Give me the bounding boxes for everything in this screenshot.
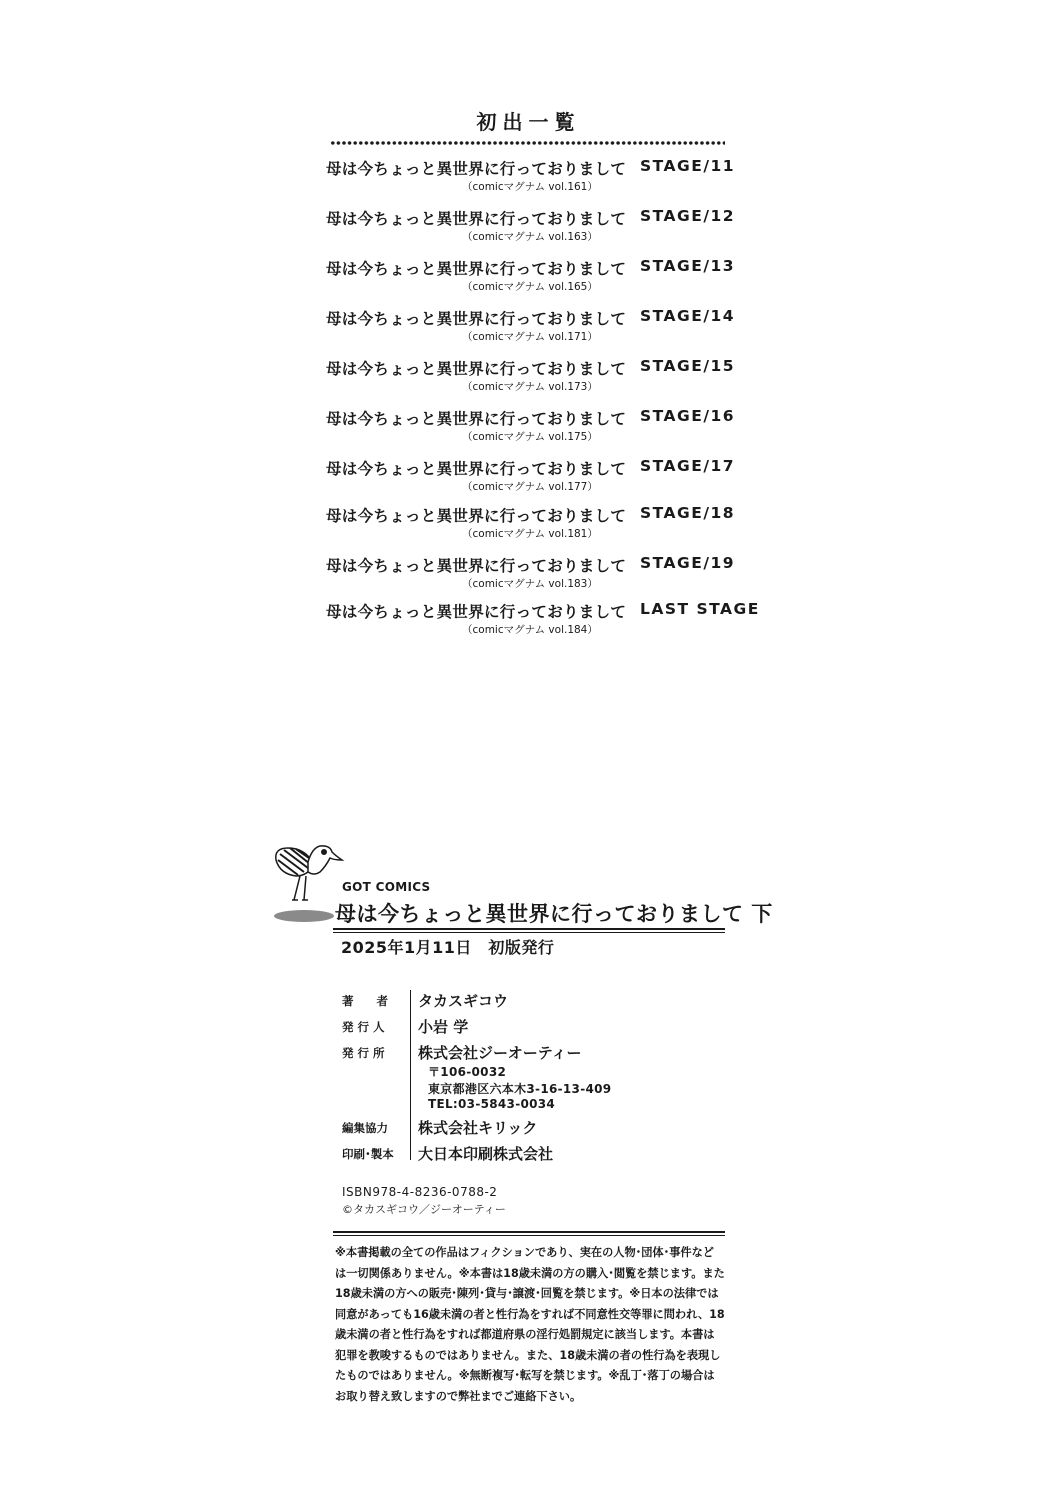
divider (333, 932, 725, 933)
publisher-person-value: 小岩 学 (418, 1018, 469, 1036)
entry-source: （comicマグナム vol.173） (462, 381, 598, 393)
entry-stage: STAGE/16 (640, 407, 736, 425)
entry-title: 母は今ちょっと異世界に行っておりまして (326, 260, 627, 278)
list-item (0, 207, 1057, 253)
list-item (0, 357, 1057, 403)
entry-title: 母は今ちょっと異世界に行っておりまして (326, 410, 627, 428)
publisher-label: 発 行 所 (342, 1046, 385, 1060)
entry-stage: STAGE/14 (640, 307, 736, 325)
entry-title: 母は今ちょっと異世界に行っておりまして (326, 360, 627, 378)
entry-stage: STAGE/11 (640, 157, 736, 175)
entry-title: 母は今ちょっと異世界に行っておりまして (326, 310, 627, 328)
entry-title: 母は今ちょっと異世界に行っておりまして (326, 160, 627, 178)
list-item (0, 257, 1057, 303)
telephone: TEL:03-5843-0034 (428, 1097, 556, 1111)
copyright: ©タカスギコウ／ジーオーティー (342, 1203, 506, 1216)
printer-value: 大日本印刷株式会社 (418, 1145, 554, 1163)
entry-stage: STAGE/18 (640, 504, 736, 522)
author-value: タカスギコウ (418, 992, 509, 1010)
entry-source: （comicマグナム vol.165） (462, 281, 598, 293)
entry-source: （comicマグナム vol.181） (462, 528, 598, 540)
entry-stage: STAGE/19 (640, 554, 736, 572)
list-item (0, 554, 1057, 600)
entry-source: （comicマグナム vol.183） (462, 578, 598, 590)
list-item (0, 407, 1057, 453)
list-item (0, 600, 1057, 646)
divider (333, 1231, 725, 1233)
entry-stage: LAST STAGE (640, 600, 760, 618)
publisher-person-label: 発 行 人 (342, 1020, 385, 1034)
publisher-value: 株式会社ジーオーティー (418, 1044, 582, 1062)
entry-stage: STAGE/12 (640, 207, 736, 225)
first-appearance-title: 初出一覧 (476, 110, 581, 134)
label-got-comics: GOT COMICS (342, 880, 431, 894)
list-item (0, 157, 1057, 203)
list-item (0, 504, 1057, 550)
postal-code: 〒106-0032 (428, 1065, 507, 1079)
book-title: 母は今ちょっと異世界に行っておりまして 下 (335, 902, 773, 926)
entry-title: 母は今ちょっと異世界に行っておりまして (326, 507, 627, 525)
entry-source: （comicマグナム vol.175） (462, 431, 598, 443)
divider (333, 928, 725, 930)
entry-title: 母は今ちょっと異世界に行っておりまして (326, 460, 627, 478)
entry-source: （comicマグナム vol.161） (462, 181, 598, 193)
entry-source: （comicマグナム vol.177） (462, 481, 598, 493)
isbn: ISBN978-4-8236-0788-2 (342, 1185, 498, 1199)
address: 東京都港区六本木3-16-13-409 (428, 1082, 612, 1096)
entry-source: （comicマグナム vol.184） (462, 624, 598, 636)
editor-value: 株式会社キリック (418, 1119, 538, 1137)
publication-date: 2025年1月11日 初版発行 (341, 938, 555, 957)
entry-title: 母は今ちょっと異世界に行っておりまして (326, 603, 627, 621)
editor-label: 編集協力 (342, 1121, 388, 1135)
entry-source: （comicマグナム vol.163） (462, 231, 598, 243)
entry-stage: STAGE/17 (640, 457, 736, 475)
dotted-divider (330, 140, 725, 146)
list-item (0, 457, 1057, 503)
entry-title: 母は今ちょっと異世界に行っておりまして (326, 210, 627, 228)
entry-title: 母は今ちょっと異世界に行っておりまして (326, 557, 627, 575)
divider (333, 1235, 725, 1236)
author-label: 著 者 (342, 994, 388, 1008)
credits-divider (410, 990, 411, 1160)
entry-source: （comicマグナム vol.171） (462, 331, 598, 343)
list-item (0, 307, 1057, 353)
entry-stage: STAGE/13 (640, 257, 736, 275)
entry-stage: STAGE/15 (640, 357, 736, 375)
printer-label: 印刷･製本 (342, 1147, 394, 1161)
legal-notice: ※本書掲載の全ての作品はフィクションであり、実在の人物･団体･事件などは一切関係ありません。※本書は18歳未満の方の購入･閲覧を禁じます。また18歳未満の方への販売･陳列･貸与･譲渡･回覧を禁じます。※日本の法律では同意があっても16歳未満の者と性行為をすれば不同意性交等罪に問われ、18歳未満の者と性行為をすれば都道府県の淫行処罰規定に該当します。本書は犯罪を教唆するものではありません。また、18歳未満の者の性行為を表現したものではありません。※無断複写･転写を禁じます。※乱丁･落丁の場合はお取り替え致しますので弊社までご連絡下さい。 (335, 1246, 725, 1403)
